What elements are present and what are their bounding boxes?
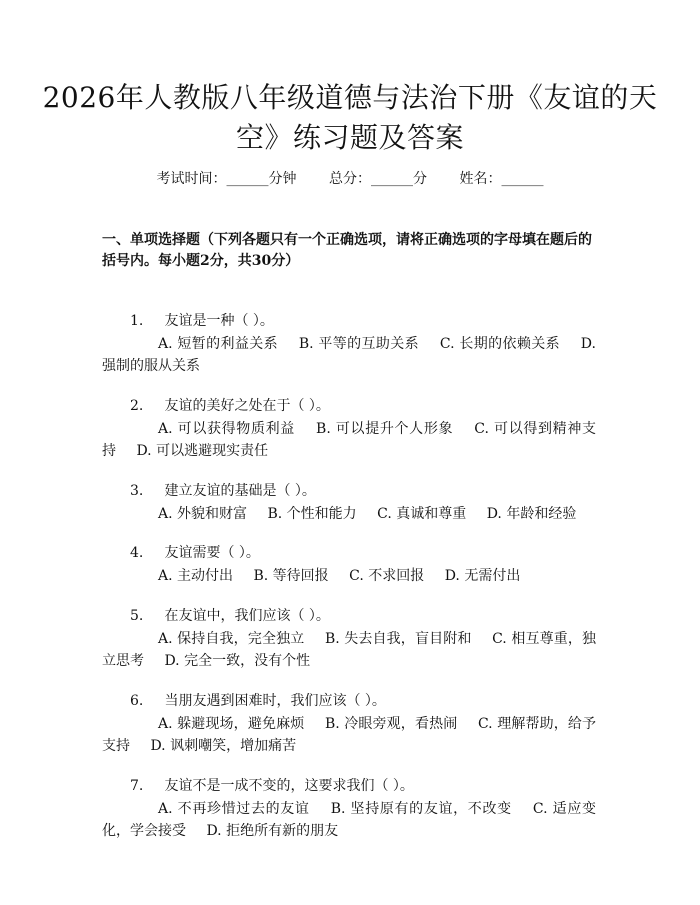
- option: B. 平等的互助关系: [298, 336, 420, 352]
- option: B. 等待回报: [253, 568, 329, 584]
- question-number: 5.: [130, 608, 144, 624]
- section-heading: 一、单项选择题（下列各题只有一个正确选项，请将正确选项的字母填在题后的括号内。每小题2分，共30分）: [102, 232, 592, 269]
- option: D. 讽刺嘲笑，增加痛苦: [150, 738, 297, 754]
- option: D. 无需付出: [444, 568, 521, 584]
- option: A. 不再珍惜过去的友谊: [158, 801, 310, 817]
- question-text: 友谊不是一成不变的，这要求我们（ ）。: [164, 778, 414, 794]
- option: A. 躲避现场，避免麻烦: [158, 716, 305, 732]
- question-number: 4.: [130, 545, 144, 561]
- option: D. 年龄和经验: [486, 506, 577, 522]
- option: B. 可以提升个人形象: [316, 421, 454, 437]
- question-number: 3.: [130, 483, 144, 499]
- question-stem: [102, 690, 596, 712]
- option: B. 失去自我，盲目附和: [324, 631, 472, 647]
- option: C. 长期的依赖关系: [439, 336, 560, 352]
- student-name: 姓名：______: [459, 171, 544, 187]
- question-stem: [102, 542, 596, 564]
- option: D. 可以逃避现实责任: [136, 443, 269, 459]
- exam-time: 考试时间：______分钟: [156, 171, 297, 187]
- option: B. 坚持原有的友谊，不改变: [330, 801, 512, 817]
- question-stem: [102, 480, 596, 502]
- question-stem: [102, 395, 596, 417]
- question-text: 友谊是一种（ ）。: [164, 313, 274, 329]
- option: A. 可以获得物质利益: [158, 421, 295, 437]
- question-number: 1.: [130, 313, 144, 329]
- document-title: 2026年人教版八年级道德与法治下册《友谊的天空》练习题及答案: [42, 81, 658, 154]
- option: A. 保持自我，完全独立: [158, 631, 305, 647]
- question-options: [102, 565, 596, 587]
- option: C. 适应变化，学会接受: [102, 801, 596, 839]
- question-number: 7.: [130, 778, 144, 794]
- question-stem: [102, 775, 596, 797]
- option: C. 真诚和尊重: [377, 506, 467, 522]
- question-text: 当朋友遇到困难时，我们应该（ ）。: [164, 693, 386, 709]
- option: D. 强制的服从关系: [102, 336, 596, 374]
- option: D. 拒绝所有新的朋友: [206, 823, 339, 839]
- question-options: [102, 333, 596, 377]
- total-score: 总分：______分: [329, 171, 427, 187]
- option: B. 个性和能力: [267, 506, 357, 522]
- option: D. 完全一致，没有个性: [164, 653, 311, 669]
- option: C. 相互尊重，独立思考: [102, 631, 596, 669]
- question-text: 友谊的美好之处在于（ ）。: [164, 398, 330, 414]
- option: A. 外貌和财富: [158, 506, 248, 522]
- question-options: [102, 418, 596, 462]
- option: A. 短暂的利益关系: [158, 336, 279, 352]
- option: C. 可以得到精神支持: [102, 421, 596, 459]
- option: A. 主动付出: [158, 568, 234, 584]
- question-options: [102, 503, 596, 525]
- question-text: 在友谊中，我们应该（ ）。: [164, 608, 330, 624]
- question-stem: [102, 310, 596, 332]
- option: C. 理解帮助，给予支持: [102, 716, 597, 754]
- question-text: 建立友谊的基础是（ ）。: [164, 483, 316, 499]
- exam-meta: [0, 168, 700, 188]
- question-number: 2.: [130, 398, 144, 414]
- question-number: 6.: [130, 693, 144, 709]
- question-stem: [102, 605, 596, 627]
- option: C. 不求回报: [349, 568, 425, 584]
- question-options: [102, 713, 596, 757]
- option: B. 冷眼旁观，看热闹: [324, 716, 458, 732]
- question-options: [102, 628, 596, 672]
- question-text: 友谊需要（ ）。: [164, 545, 260, 561]
- question-options: [102, 798, 596, 842]
